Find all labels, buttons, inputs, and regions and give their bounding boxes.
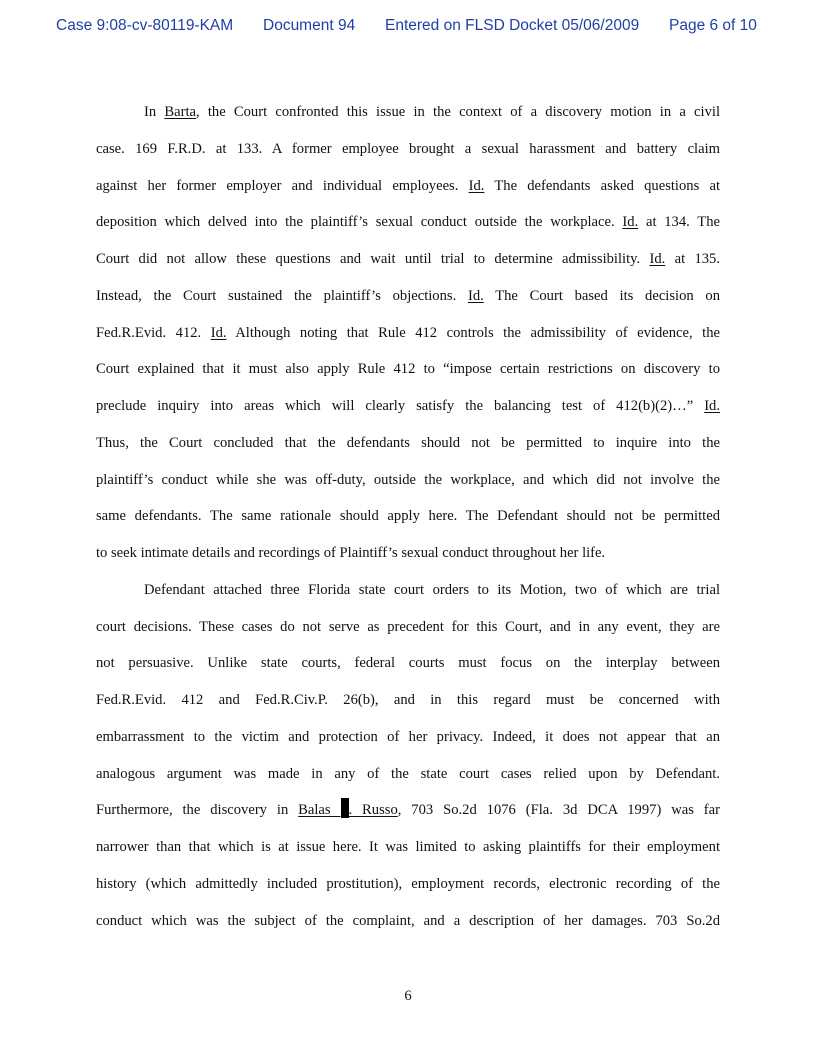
text-line: embarrassment to the victim and protection of her privacy. Indeed, it does not appear that an <box>96 728 720 745</box>
citation: Id. <box>704 398 720 414</box>
text-line: deposition which delved into the plaintiff’s sexual conduct outside the workplace. Id. at 134. The <box>96 214 720 231</box>
redaction-mark <box>341 798 349 818</box>
text-line: to seek intimate details and recordings of Plaintiff’s sexual conduct throughout her life. <box>96 545 606 561</box>
header-page-count: Page 6 of 10 <box>669 17 757 34</box>
text-line: against her former employer and individual employees. Id. The defendants asked questions at <box>96 177 720 194</box>
text-line: analogous argument was made in any of the state court cases relied upon by Defendant. <box>96 765 720 782</box>
text-line: Court explained that it must also apply Rule 412 to “impose certain restrictions on discovery to <box>96 361 720 378</box>
citation: Id. <box>468 177 485 194</box>
text-line: history (which admittedly included prostitution), employment records, electronic recording of the <box>96 875 720 892</box>
text-line: Fed.R.Evid. 412 and Fed.R.Civ.P. 26(b), and in this regard must be concerned with <box>96 692 720 708</box>
citation: . Russo <box>348 802 398 819</box>
text-line: case. 169 F.R.D. at 133. A former employee brought a sexual harassment and battery claim <box>96 140 720 157</box>
docket-header <box>56 17 776 39</box>
citation: Barta <box>164 104 196 120</box>
citation: Id. <box>649 251 666 267</box>
citation: Id. <box>210 324 227 341</box>
text-line: Furthermore, the discovery in Balas . Russo, 703 So.2d 1076 (Fla. 3d DCA 1997) was far <box>96 792 720 829</box>
text-line: same defendants. The same rationale should apply here. The Defendant should not be permitted <box>96 508 720 525</box>
text-line: not persuasive. Unlike state courts, federal courts must focus on the interplay between <box>96 655 720 672</box>
citation: Id. <box>622 214 639 231</box>
text-line: conduct which was the subject of the complaint, and a description of her damages. 703 So.2d <box>96 912 720 929</box>
header-entered-date: Entered on FLSD Docket 05/06/2009 <box>385 17 640 34</box>
text-line: court decisions. These cases do not serve as precedent for this Court, and in any event, they are <box>96 618 720 635</box>
document-body <box>96 94 720 939</box>
text-line: Thus, the Court concluded that the defendants should not be permitted to inquire into the <box>96 434 720 451</box>
text-line: plaintiff’s conduct while she was off-duty, outside the workplace, and which did not involve the <box>96 471 720 488</box>
text-line: Defendant attached three Florida state court orders to its Motion, two of which are trial <box>144 581 720 598</box>
header-document-number: Document 94 <box>263 17 356 34</box>
page-number: 6 <box>404 988 412 1004</box>
text-line: narrower than that which is at issue here. It was limited to asking plaintiffs for their employment <box>96 839 720 855</box>
citation: Balas <box>298 802 341 819</box>
text-line: In Barta, the Court confronted this issue in the context of a discovery motion in a civil <box>144 104 720 120</box>
header-case-number: Case 9:08-cv-80119-KAM <box>56 17 234 34</box>
text-line: Fed.R.Evid. 412. Id. Although noting that Rule 412 controls the admissibility of evidence, the <box>96 324 720 341</box>
text-line: preclude inquiry into areas which will clearly satisfy the balancing test of 412(b)(2)…” Id. <box>96 398 720 414</box>
citation: Id. <box>467 287 484 304</box>
text-line: Court did not allow these questions and wait until trial to determine admissibility. Id. at 135. <box>96 251 720 267</box>
text-line: Instead, the Court sustained the plaintiff’s objections. Id. The Court based its decision on <box>96 287 720 304</box>
